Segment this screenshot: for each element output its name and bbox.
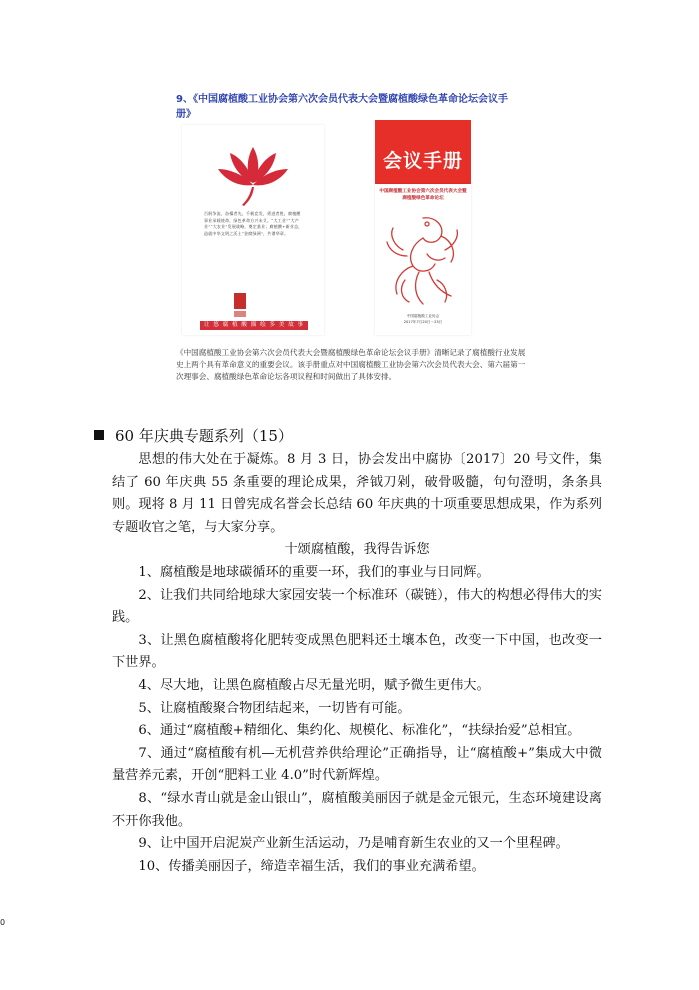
article-item: 10、传播美丽因子，缔造幸福生活，我们的事业充满希望。 <box>138 858 485 874</box>
section-heading-text: 60 年庆典专题系列（15） <box>115 427 293 445</box>
article-item: 2、让我们共同给地球大家园安装一个标准环（碳链），伟大的构想必得伟大的实践。 <box>112 587 602 626</box>
handbook-title: 会议手册 <box>382 150 463 172</box>
handbook-subtitle: 中国腐植酸工业协会第六次会员代表大会暨腐植酸绿色革命论坛 <box>379 189 467 201</box>
handbook-publisher <box>375 314 471 325</box>
article-item: 5、让腐植酸聚合物团结起来，一切皆有可能。 <box>138 700 411 716</box>
handbook-publisher-name: 中国腐植酸工业协会 <box>406 314 440 318</box>
page-number: 0 <box>0 918 6 927</box>
article-item: 8、“绿水青山就是金山银山”，腐植酸美丽因子就是金元银元，生态环境建设离不开你我他。 <box>112 790 602 829</box>
article-body <box>112 449 602 878</box>
seal-logo-base <box>234 311 246 317</box>
handbook-cover-bottom <box>375 184 471 335</box>
phoenix-illustration-icon <box>383 210 463 310</box>
lotus-page-band: 让 悠 腐 植 酸 描 绘 多 美 故 事 回 报 <box>200 321 308 330</box>
article-intro: 思想的伟大处在于凝炼。8 月 3 日，协会发出中腐协〔2017〕20 号文件，集结了 60 年庆典 55 条重要的理论成果，斧钺刀剁，破骨吸髓，句句澄明，条条具则。现将 8 月 11 日曾宪成名誉会长总结 60 年庆典的十项重要思想成果，作为系列专题收官之笔，与大家分享。 <box>112 452 602 535</box>
article-item: 4、尽大地，让黑色腐植酸占尽无量光明，赋予微生更伟大。 <box>138 677 490 693</box>
square-bullet-icon <box>94 430 104 440</box>
article-item: 1、腐植酸是地球碳循环的重要一环，我们的事业与日同辉。 <box>138 564 490 580</box>
lotus-page-image <box>182 125 324 335</box>
handbook-cover-top <box>375 120 471 184</box>
article-item: 3、让黑色腐植酸将化肥转变成黑色肥料还土壤本色，改变一下中国，也改变一下世界。 <box>112 632 602 671</box>
article-item: 9、让中国开启泥炭产业新生活运动，乃是哺育新生农业的又一个里程碑。 <box>138 836 569 852</box>
lotus-flower-icon <box>208 139 298 209</box>
article-item: 7、通过“腐植酸有机—无机营养供给理论”正确指导，让“腐植酸+”集成大中微量营养元素，开创“肥料工业 4.0”时代新辉煌。 <box>112 745 602 784</box>
article-item: 6、通过“腐植酸+精细化、集约化、规模化、标准化”，“扶绿抬爱”总相宜。 <box>138 723 581 739</box>
article-subtitle: 十颂腐植酸，我得告诉您 <box>284 542 430 558</box>
section-heading <box>94 426 293 446</box>
seal-logo <box>234 293 246 309</box>
figure-caption-title: 9、《中国腐植酸工业协会第六次会员代表大会暨腐植酸绿色革命论坛会议手册》 <box>176 94 508 120</box>
lotus-page-text: 百舸争流，奋楫者先。千帆竞发，勇进者胜。腐植酸事业承载使命，绿色革命方兴未艾。“大工业”“大产业”“大农业”发展战略，奠定基业；腐植酸+新业态，造就中华文明之沃土“金腐绿洲”，共谱华章。 <box>204 211 303 236</box>
handbook-date: 2017年7月20日～23日 <box>403 319 443 324</box>
figure-description: 《中国腐植酸工业协会第六次会员代表大会暨腐植酸绿色革命论坛会议手册》清晰记录了腐植酸行业发展史上两个具有革命意义的重要会议。该手册重点对中国腐植酸工业协会第六次会员代表大会、第六届第一次理事会、腐植酸绿色革命论坛各项议程和时间做出了具体安排。 <box>176 348 526 381</box>
